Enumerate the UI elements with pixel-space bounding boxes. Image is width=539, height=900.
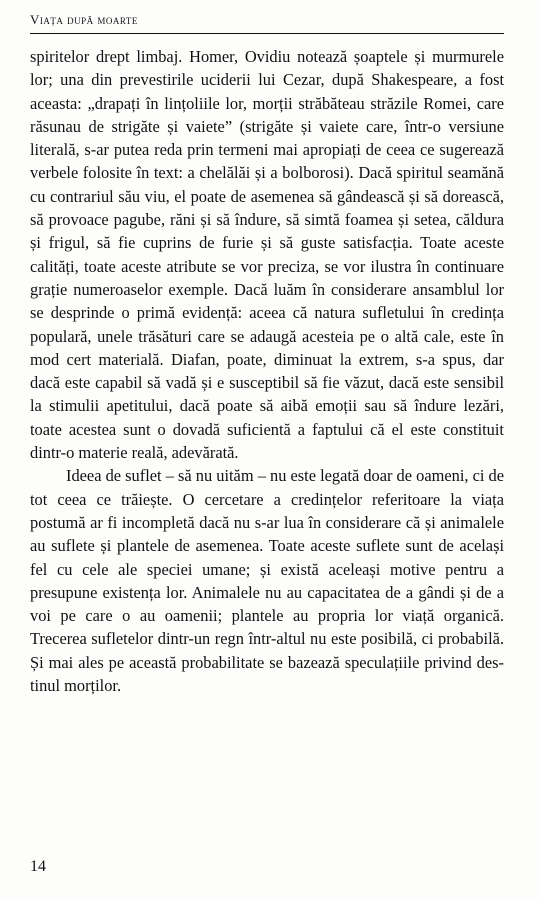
paragraph-1: spiritelor drept limbaj. Homer, Ovidiu notează șoaptele și murmurele lor; una din prevestirile uciderii lui Cezar, după Shakespeare, a fost aceasta: „drapați în lințoliile lor, morții străbăteau străzile Romei, care răsunau de strigăte și vaiete” (strigăte și vaiete care, într-o versiune literală, s-ar putea reda prin termeni mai apropiați de ceea ce sugerează verbele folosite în text: a chelălăi și a bolborosi). Dacă spiritul seamănă cu contrariul său viu, el poate de asemenea să gândească și să dorească, să provoace pagube, răni și să îndure, să simtă foamea și setea, căldura și frigul, să fie cuprins de furie și să guste satisfacția. Toate aceste calități, toate aceste atribute se vor preciza, se vor ilustra în continuare grație numeroaselor exemple. Dacă luăm în considerare ansamblul lor se desprinde o primă evidență: aceea că natura sufletului în credința populară, unele trăsături care se adaugă acesteia pe o altă cale, este în mod cert materială. Diafan, poate, diminuat la extrem, s-a spus, dar dacă este capabil să vadă și e susceptibil să fie văzut, dacă este sensibil la stimulii apetitului, dacă poate să aibă emoții sau să îndure lezări, toate acestea sunt o dovadă suficientă a faptului că el este constituit dintr-o materie reală, adevărată. [30, 47, 504, 463]
page-number: 14 [30, 858, 46, 875]
header-rule [30, 33, 504, 34]
paragraph-2: Ideea de suflet – să nu uităm – nu este legată doar de oameni, ci de tot ceea ce trăiește. O cercetare a credințelor referitoare la viața postumă ar fi incompletă dacă nu s-ar lua în considerare că și animalele au suflete și plantele de asemenea. Toate aceste suflete sunt de același fel cu cele ale speciei umane; și există aceleași motive pentru a presupune existența lor. Animalele nu au capacitatea de a gândi și de a voi pe care o au oamenii; plantele au propria lor viață organică. Trecerea sufletelor dintr-un regn într-altul nu este posibilă, ci probabilă. Și mai ales pe această probabilitate se bazează speculațiile privind destinul morților. [30, 466, 504, 696]
body-text [30, 45, 504, 697]
running-head: Viața după moarte [30, 12, 138, 27]
